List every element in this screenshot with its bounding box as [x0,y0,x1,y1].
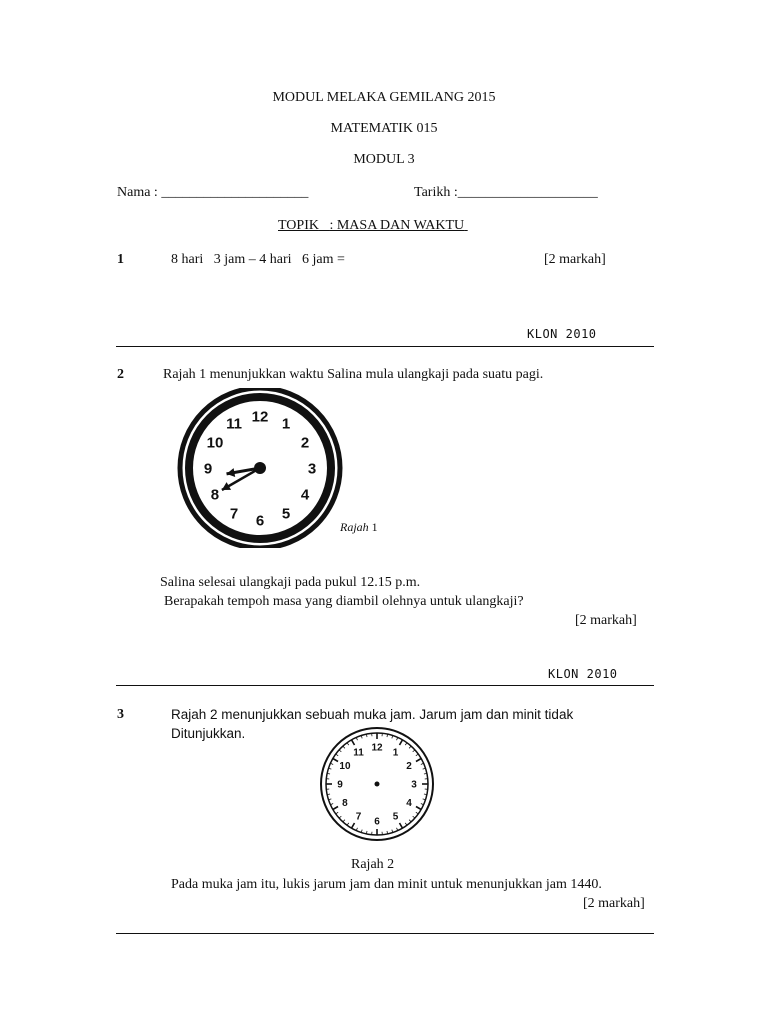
nama-field [117,185,308,201]
q1-source: KLON 2010 [527,327,597,341]
rajah-1-clock [170,388,360,548]
module-title: MODUL MELAKA GEMILANG 2015 [272,90,496,105]
clock-1-center [254,462,266,474]
clock-2-number-9: 9 [337,779,343,791]
tarikh-blank: ____________________ [457,185,598,200]
q3-number: 3 [117,707,124,722]
topic-text: : MASA DAN WAKTU [329,218,465,233]
q3-text-line1: Rajah 2 menunjukkan sebuah muka jam. Jarum jam dan minit tidak [171,707,574,722]
rajah-2-caption: Rajah 2 [351,857,395,872]
divider-3 [116,933,654,934]
clock-1-number-4: 4 [300,486,310,504]
q3-instruction: Pada muka jam itu, lukis jarum jam dan minit untuk menunjukkan jam 1440. [171,877,602,892]
q2-number: 2 [117,367,124,382]
clock-2-number-3: 3 [411,779,417,791]
q1-number: 1 [117,252,124,267]
clock-2-number-1: 1 [392,747,399,759]
tarikh-field [414,185,598,201]
clock-2-number-5: 5 [392,811,399,823]
clock-2-number-2: 2 [406,761,412,773]
q2-marks: [2 markah] [575,613,637,628]
clock-2-center [375,782,380,787]
subject-title: MATEMATIK 015 [330,121,438,136]
clock-2-number-11: 11 [353,747,364,759]
nama-blank: _____________________ [161,185,309,200]
clock-1-number-3: 3 [307,460,317,478]
q1-text: 8 hari 3 jam – 4 hari 6 jam = [171,252,345,267]
divider-1 [116,346,654,347]
q3-marks: [2 markah] [583,896,645,911]
clock-2-number-7: 7 [355,811,362,823]
q1-marks: [2 markah] [544,252,606,267]
clock-1-number-8: 8 [210,486,220,504]
divider-2 [116,685,654,686]
clock-1-number-2: 2 [300,434,310,452]
clock-2-number-4: 4 [406,798,412,810]
clock-1-number-10: 10 [206,434,224,452]
topic-label: TOPIK [278,218,319,233]
q2-line2: Berapakah tempoh masa yang diambil olehnya untuk ulangkaji? [164,594,524,609]
clock-2-number-6: 6 [374,816,380,828]
rajah-1-caption [340,520,378,535]
module-number: MODUL 3 [353,152,415,167]
rajah-2-clock [314,726,440,842]
clock-2-number-8: 8 [342,798,348,810]
q2-source: KLON 2010 [548,667,618,681]
clock-1-number-1: 1 [281,415,291,433]
nama-label: Nama : [117,185,158,200]
tarikh-label: Tarikh : [414,185,458,200]
rajah-1-caption-word: Rajah [340,520,369,534]
clock-1-number-6: 6 [255,512,265,530]
clock-1-number-7: 7 [229,505,239,523]
clock-2-number-10: 10 [339,761,351,773]
q2-text: Rajah 1 menunjukkan waktu Salina mula ulangkaji pada suatu pagi. [163,367,544,382]
topic-heading [278,218,468,234]
q2-line1: Salina selesai ulangkaji pada pukul 12.15 p.m. [160,575,421,590]
clock-1-number-12: 12 [251,408,269,426]
q3-text-line2: Ditunjukkan. [171,726,246,741]
clock-1-number-11: 11 [226,415,242,433]
clock-1-number-5: 5 [281,505,291,523]
clock-2-number-12: 12 [371,742,383,754]
clock-1-number-9: 9 [203,460,213,478]
rajah-1-caption-number: 1 [368,520,378,534]
